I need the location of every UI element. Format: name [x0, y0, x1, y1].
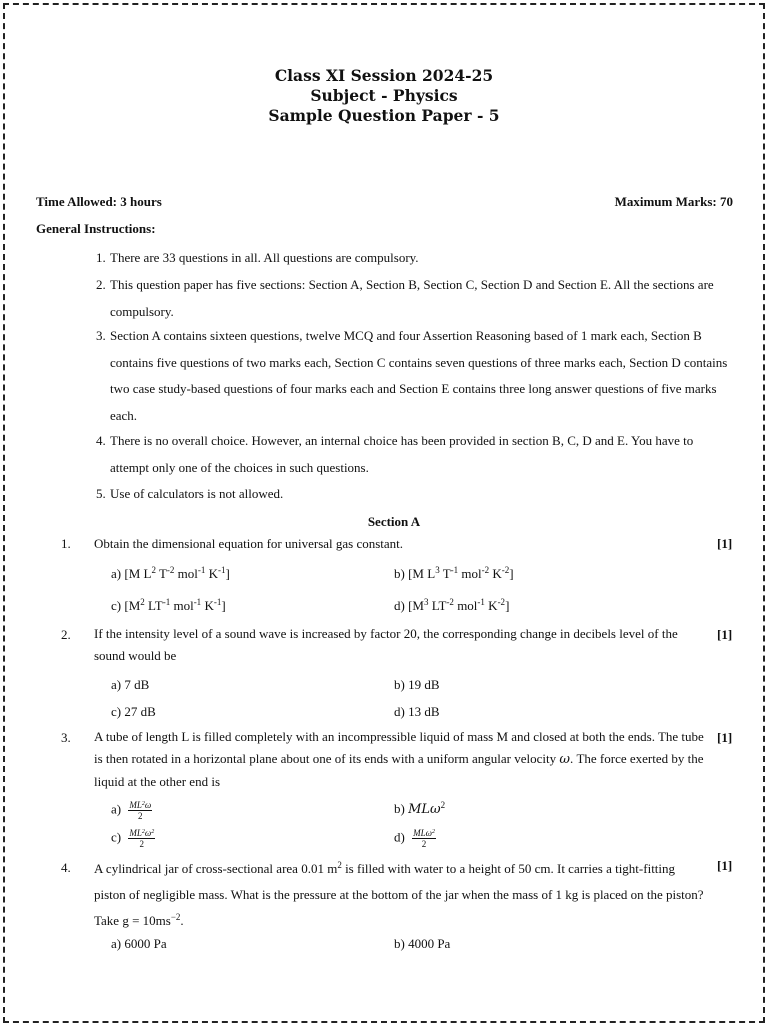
option-a: a) $\frac{ML^2\omega}{2}$ [111, 800, 152, 821]
option-c: c) 27 dB [111, 704, 156, 719]
question-number: 4. [61, 860, 71, 875]
option-b: b) MLω$^2$ [394, 800, 446, 817]
question-text: If the intensity level of a sound wave is increased by factor 20, the corresponding change in decibels level of the sound would be [94, 626, 678, 663]
question-text: A cylindrical jar of cross-sectional area 0.01 $m^2$ is filled with water to a height of 50 cm. It carries a tight-fitting piston of negligible mass. What is the pressure at the bottom of the jar when the mass of 1 kg is placed on the piston? Take $g = 10ms^{-2}$. [94, 860, 704, 928]
general-instructions-heading: General Instructions: [36, 221, 156, 236]
question-text: A tube of length L is filled completely with an incompressible liquid of mass M and closed at both the ends. The tube is then rotated in a horizontal plane about one of its ends with a uniform angular velocity ω. The force exerted by the liquid at the other end is [94, 729, 704, 789]
option-b: b) 19 dB [394, 677, 440, 692]
question-marks: [1] [717, 627, 733, 642]
time-allowed: Time Allowed: 3 hours [36, 194, 162, 209]
question-marks: [1] [717, 858, 733, 873]
option-d: d) $\frac{ML\omega^2}{2}$ [394, 828, 435, 849]
section-a-heading: Section A [367, 514, 421, 529]
paper-title: Sample Question Paper - 5 [268, 106, 500, 125]
option-b: b) 4000 Pa [394, 936, 451, 951]
question-marks: [1] [717, 536, 733, 551]
question-text: Obtain the dimensional equation for universal gas constant. [94, 536, 404, 551]
option-c: c) $\frac{ML^2\omega^2}{2}$ [111, 828, 155, 849]
subject-title: Subject - Physics [310, 86, 458, 105]
fraction-mlw2-over-2: $\frac{ML\omega^2}{2}$ [413, 828, 435, 849]
fraction-ml2w2-over-2: $\frac{ML^2\omega^2}{2}$ [129, 828, 155, 849]
fraction-ml2w-over-2: $\frac{ML^2\omega}{2}$ [129, 800, 152, 821]
option-a: a) 7 dB [111, 677, 150, 692]
option-d: d) 13 dB [394, 704, 440, 719]
option-d: d) [$M^3$ $LT^{-2}$ mol$^{-1}$ $K^{-2}$] [394, 597, 510, 613]
question-number: 3. [61, 730, 71, 745]
option-a: a) 6000 Pa [111, 936, 167, 951]
option-b: b) [M $L^3$ $T^{-1}$ mol$^{-2}$ $K^{-2}$] [394, 565, 514, 581]
option-c: c) [$M^2$ $LT^{-1}$ mol$^{-1}$ $K^{-1}$] [111, 597, 226, 613]
class-session-title: Class XI Session 2024-25 [274, 66, 494, 85]
option-a: a) [M $L^2$ $T^{-2}$ mol$^{-1}$ $K^{-1}$] [111, 565, 230, 581]
question-marks: [1] [717, 730, 733, 745]
question-number: 2. [61, 627, 71, 642]
maximum-marks: Maximum Marks: 70 [614, 194, 733, 209]
question-number: 1. [61, 536, 71, 551]
